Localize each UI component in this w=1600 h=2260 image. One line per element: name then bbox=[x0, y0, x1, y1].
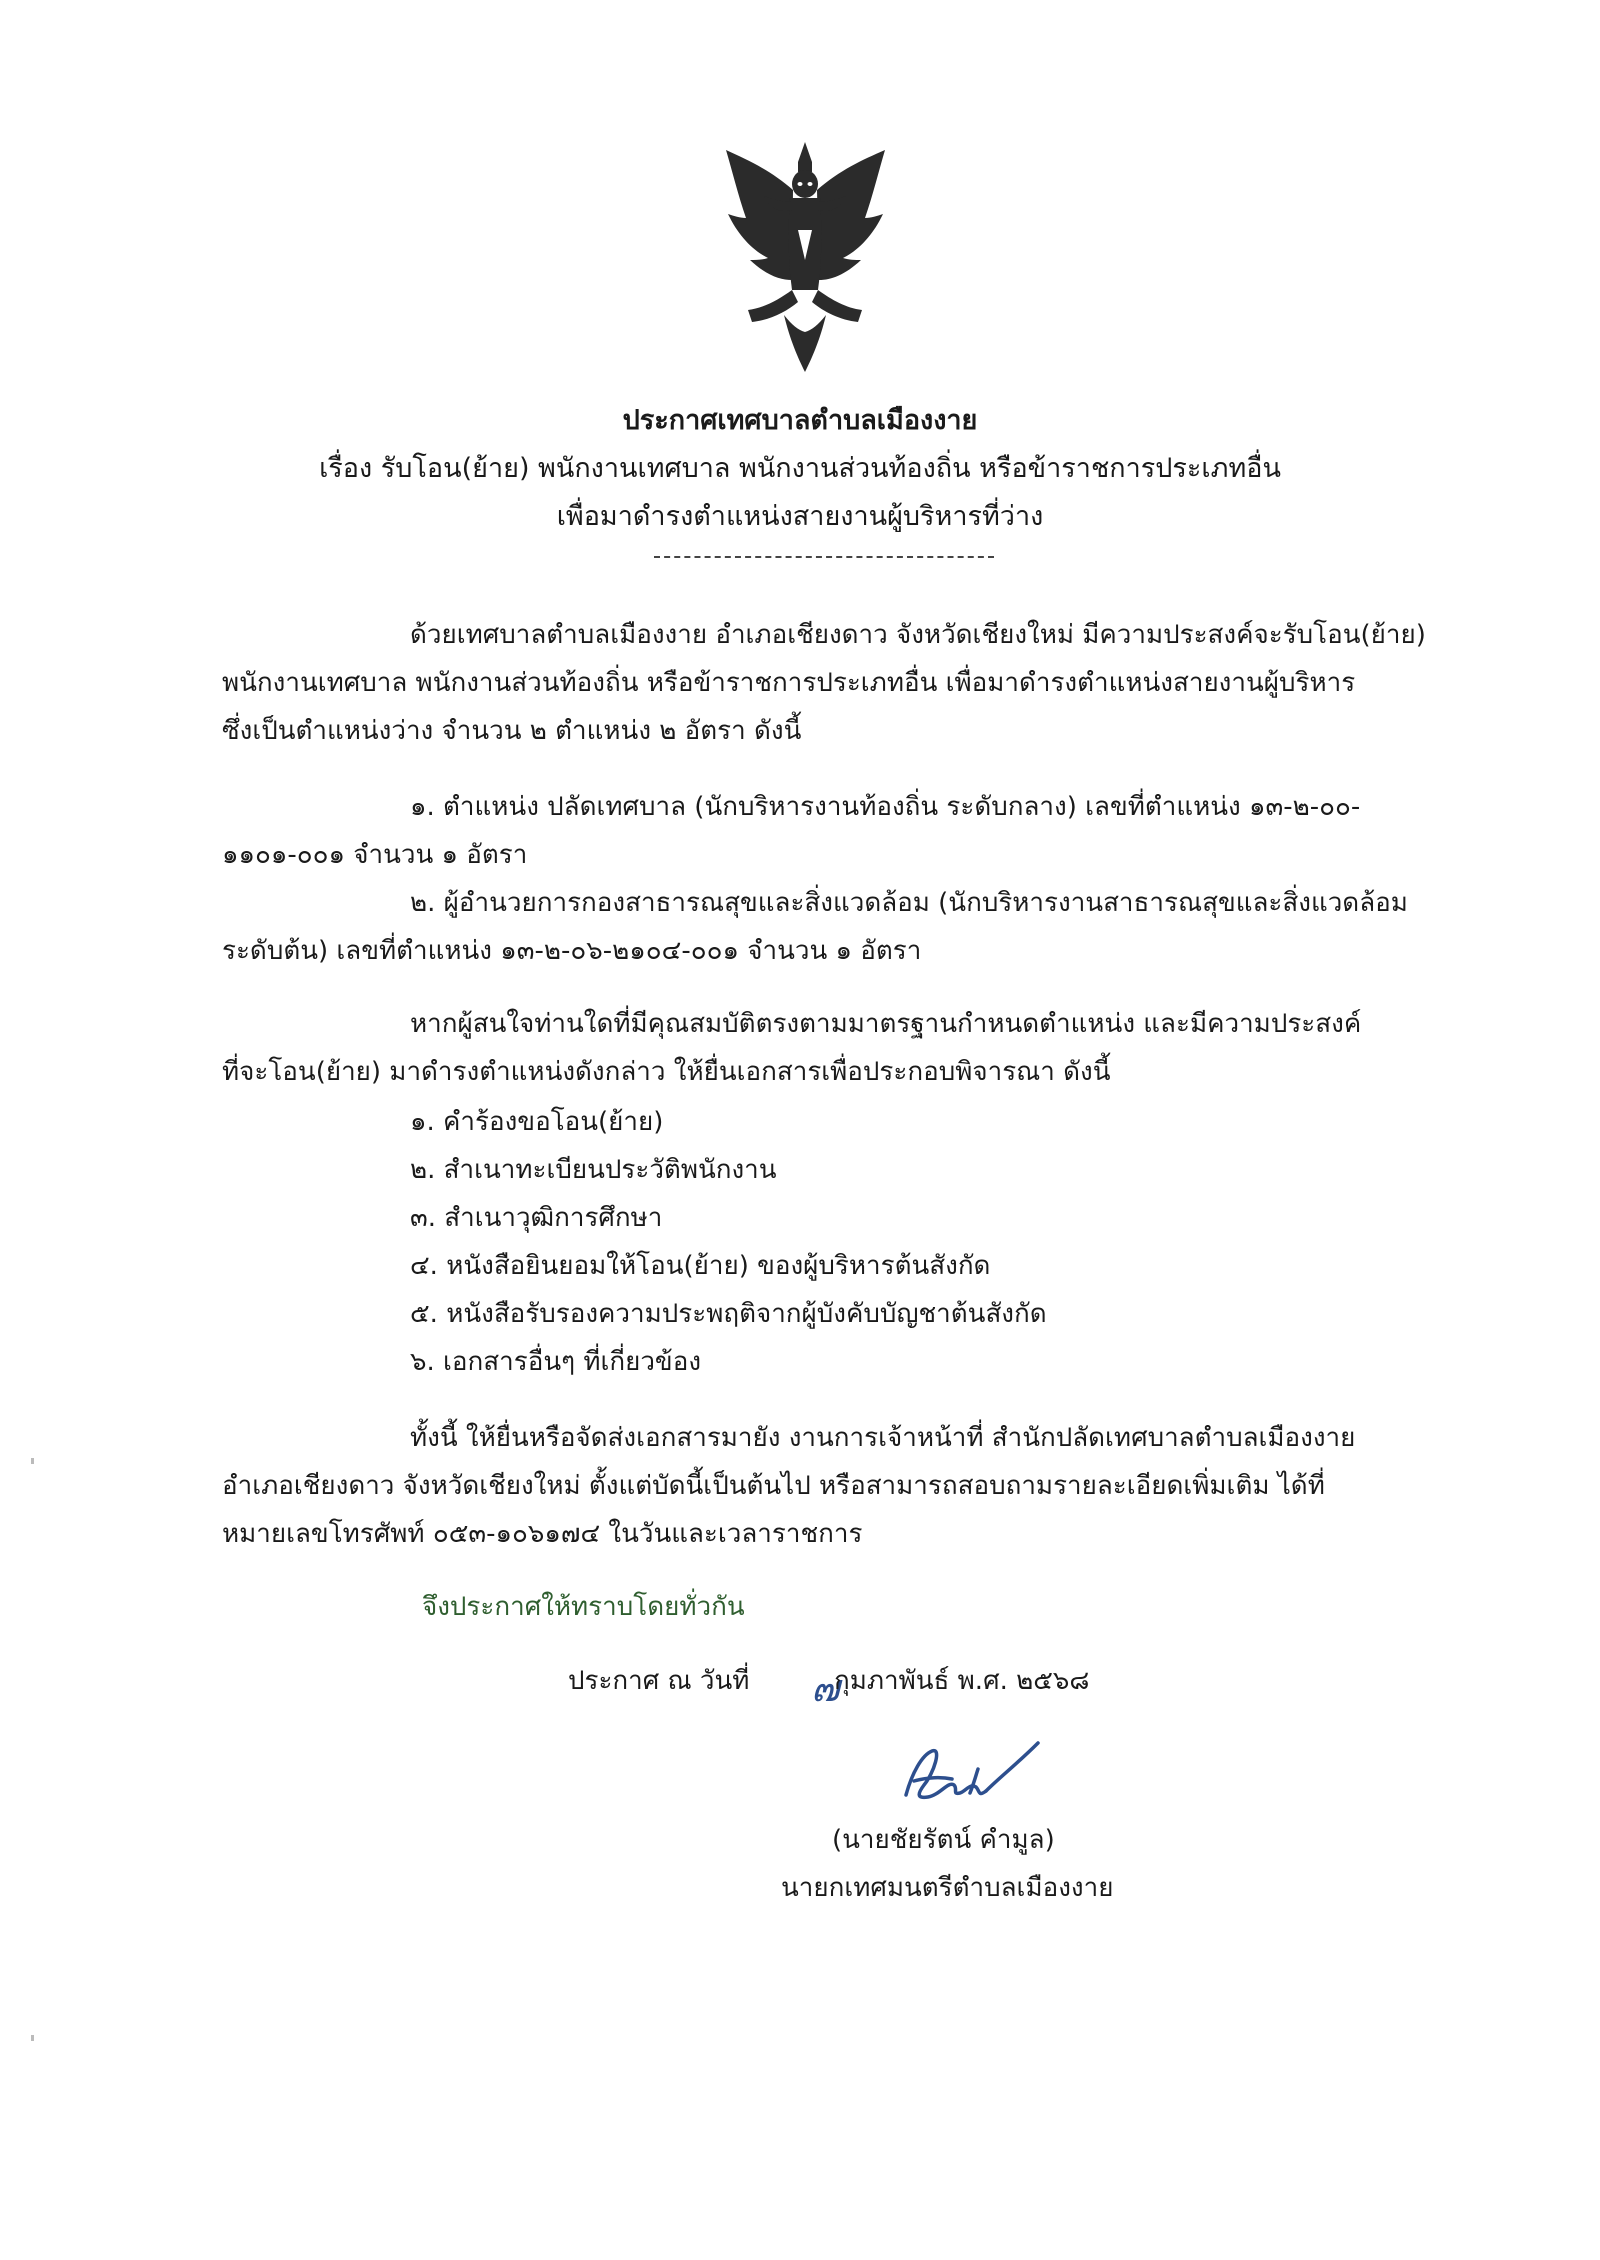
garuda-emblem-icon bbox=[718, 140, 893, 375]
subject-line-2: เพื่อมาดำรงตำแหน่งสายงานผู้บริหารที่ว่าง bbox=[556, 501, 1044, 532]
subject-line-1: เรื่อง รับโอน(ย้าย) พนักงานเทศบาล พนักงานส่วนท้องถิ่น หรือข้าราชการประเภทอื่น bbox=[319, 453, 1281, 484]
position-1-line-1: ๑. ตำแหน่ง ปลัดเทศบาล (นักบริหารงานท้องถิ่น ระดับกลาง) เลขที่ตำแหน่ง ๑๓-๒-๐๐- bbox=[410, 792, 1361, 822]
document-item: ๑. คำร้องขอโอน(ย้าย) bbox=[410, 1107, 664, 1137]
position-2-line-2: ระดับต้น) เลขที่ตำแหน่ง ๑๓-๒-๐๖-๒๑๐๔-๐๐๑ จำนวน ๑ อัตรา bbox=[222, 936, 922, 966]
document-item: ๔. หนังสือยินยอมให้โอน(ย้าย) ของผู้บริหารต้นสังกัด bbox=[410, 1251, 991, 1281]
intro-line-3: ซึ่งเป็นตำแหน่งว่าง จำนวน ๒ ตำแหน่ง ๒ อัตรา ดังนี้ bbox=[222, 716, 802, 746]
submission-line-3: หมายเลขโทรศัพท์ ๐๕๓-๑๐๖๑๗๔ ในวันและเวลาราชการ bbox=[222, 1519, 863, 1549]
date-month-year: กุมภาพันธ์ พ.ศ. ๒๕๖๘ bbox=[834, 1666, 1090, 1696]
signature-icon bbox=[894, 1733, 1044, 1813]
intro-line-1: ด้วยเทศบาลตำบลเมืองงาย อำเภอเชียงดาว จังหวัดเชียงใหม่ มีความประสงค์จะรับโอน(ย้าย) bbox=[410, 620, 1426, 650]
scan-speck bbox=[31, 1458, 34, 1464]
position-1-line-2: ๑๑๐๑-๐๐๑ จำนวน ๑ อัตรา bbox=[222, 840, 528, 870]
signatory-title: นายกเทศมนตรีตำบลเมืองงาย bbox=[781, 1873, 1114, 1903]
closing-statement: จึงประกาศให้ทราบโดยทั่วกัน bbox=[422, 1592, 745, 1622]
position-2-line-1: ๒. ผู้อำนวยการกองสาธารณสุขและสิ่งแวดล้อม (นักบริหารงานสาธารณสุขและสิ่งแวดล้อม bbox=[410, 888, 1408, 918]
submission-line-2: อำเภอเชียงดาว จังหวัดเชียงใหม่ ตั้งแต่บัดนี้เป็นต้นไป หรือสามารถสอบถามรายละเอียดเพิ่มเติม ได้ที่ bbox=[222, 1471, 1325, 1501]
title-divider bbox=[654, 556, 994, 558]
signatory-name: (นายชัยรัตน์ คำมูล) bbox=[832, 1825, 1055, 1855]
intro-line-2: พนักงานเทศบาล พนักงานส่วนท้องถิ่น หรือข้าราชการประเภทอื่น เพื่อมาดำรงตำแหน่งสายงานผู้บริหาร bbox=[222, 668, 1356, 698]
announcement-title: ประกาศเทศบาลตำบลเมืองงาย bbox=[622, 405, 978, 436]
document-item: ๖. เอกสารอื่นๆ ที่เกี่ยวข้อง bbox=[410, 1347, 702, 1377]
scan-speck bbox=[31, 2035, 34, 2041]
requirements-line-2: ที่จะโอน(ย้าย) มาดำรงตำแหน่งดังกล่าว ให้ยื่นเอกสารเพื่อประกอบพิจารณา ดังนี้ bbox=[222, 1057, 1111, 1087]
requirements-line-1: หากผู้สนใจท่านใดที่มีคุณสมบัติตรงตามมาตรฐานกำหนดตำแหน่ง และมีความประสงค์ bbox=[410, 1009, 1362, 1039]
document-item: ๕. หนังสือรับรองความประพฤติจากผู้บังคับบัญชาต้นสังกัด bbox=[410, 1299, 1047, 1329]
document-item: ๓. สำเนาวุฒิการศึกษา bbox=[410, 1203, 663, 1233]
submission-line-1: ทั้งนี้ ให้ยื่นหรือจัดส่งเอกสารมายัง งานการเจ้าหน้าที่ สำนักปลัดเทศบาลตำบลเมืองงาย bbox=[410, 1423, 1356, 1453]
date-prefix: ประกาศ ณ วันที่ bbox=[568, 1666, 750, 1696]
document-item: ๒. สำเนาทะเบียนประวัติพนักงาน bbox=[410, 1155, 777, 1185]
date-day-handwritten: ๗ bbox=[811, 1666, 840, 1710]
